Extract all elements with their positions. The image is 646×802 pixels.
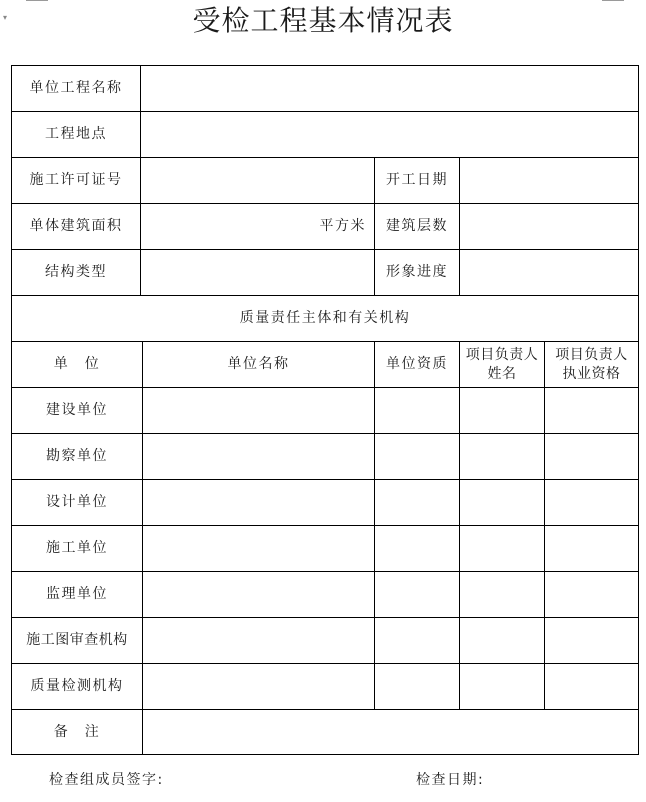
caret-down-icon: ▾ bbox=[3, 13, 8, 22]
row-label-design: 设计单位 bbox=[46, 494, 108, 510]
header-unit-name: 单位名称 bbox=[227, 356, 290, 372]
floors-field[interactable] bbox=[460, 204, 638, 249]
page-title: 受检工程基本情况表 bbox=[192, 4, 454, 37]
floors-label: 建筑层数 bbox=[386, 218, 448, 234]
remarks-field[interactable] bbox=[143, 710, 638, 754]
ruler-mark-left bbox=[26, 0, 48, 1]
location-label: 工程地点 bbox=[45, 126, 107, 142]
row-label-survey: 勘察单位 bbox=[46, 448, 108, 464]
permit-field[interactable] bbox=[141, 158, 374, 203]
structure-field[interactable] bbox=[141, 250, 374, 295]
start-date-field[interactable] bbox=[460, 158, 638, 203]
permit-label: 施工许可证号 bbox=[29, 172, 123, 188]
ruler-mark-right bbox=[602, 0, 624, 1]
project-name-field[interactable] bbox=[141, 66, 638, 111]
row-label-supervision: 监理单位 bbox=[46, 586, 108, 602]
remarks-label: 备 注 bbox=[53, 723, 101, 740]
progress-label: 形象进度 bbox=[386, 264, 448, 280]
progress-field[interactable] bbox=[460, 250, 638, 295]
header-qualification: 单位资质 bbox=[386, 356, 448, 372]
structure-label: 结构类型 bbox=[45, 264, 107, 280]
header-unit: 单 位 bbox=[53, 356, 101, 372]
area-label: 单体建筑面积 bbox=[29, 218, 123, 234]
table-column-rule bbox=[374, 341, 375, 709]
table-column-rule bbox=[459, 341, 460, 709]
section-title: 质量责任主体和有关机构 bbox=[239, 310, 411, 326]
row-label-construction: 建设单位 bbox=[46, 402, 108, 418]
project-name-label: 单位工程名称 bbox=[29, 80, 123, 96]
row-label-drawing-review: 施工图审查机构 bbox=[26, 632, 128, 648]
table-column-rule bbox=[544, 341, 545, 709]
header-leader-cert: 项目负责人 执业资格 bbox=[555, 346, 628, 382]
header-leader-name: 项目负责人 姓名 bbox=[465, 346, 539, 382]
table-column-rule bbox=[142, 341, 143, 755]
row-label-quality-testing: 质量检测机构 bbox=[30, 678, 124, 694]
signature-label: 检查组成员签字: bbox=[49, 772, 164, 788]
inspection-date-label: 检查日期: bbox=[416, 772, 485, 788]
area-unit: 平方米 bbox=[319, 218, 366, 234]
row-label-contractor: 施工单位 bbox=[46, 540, 108, 556]
start-date-label: 开工日期 bbox=[386, 172, 448, 188]
location-field[interactable] bbox=[141, 112, 638, 157]
